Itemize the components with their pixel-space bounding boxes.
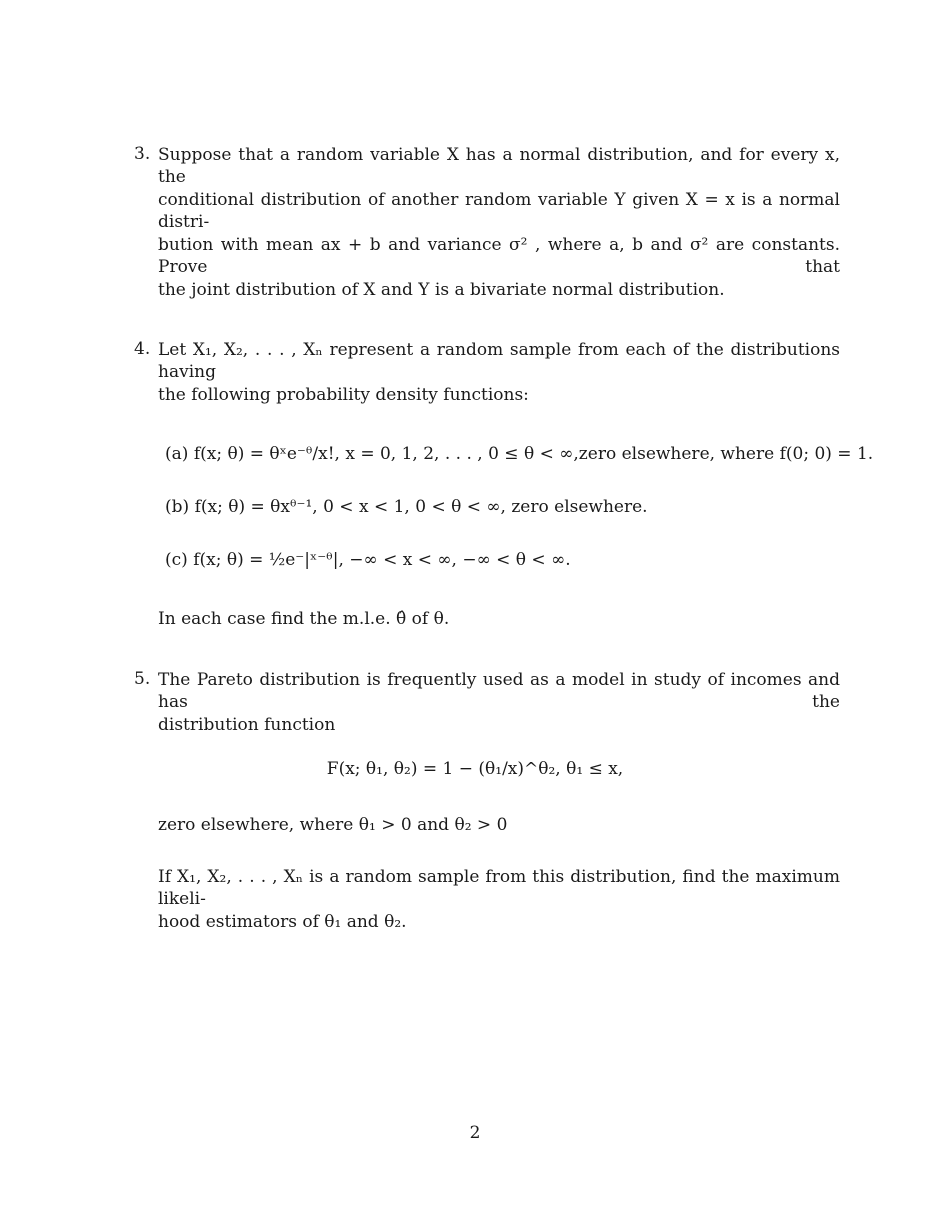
problem-4-closing: In each case find the m.l.e. θ̂ of θ.	[158, 609, 450, 629]
problem-5-after-formula: zero elsewhere, where θ₁ > 0 and θ₂ > 0	[158, 815, 508, 835]
problem-3-line-3: bution with mean ax + b and variance σ² , where a, b and σ² are constants. Prove that	[158, 235, 840, 277]
part-label: (b)	[165, 497, 190, 517]
problem-4-part-b	[165, 496, 648, 518]
problem-5	[134, 669, 840, 759]
part-label: (c)	[165, 550, 188, 570]
problem-5-closing-line-1: If X₁, X₂, . . . , Xₙ is a random sample from this distribution, find the maximum likeli-	[158, 867, 840, 909]
problem-5-line-1: The Pareto distribution is frequently used as a model in study of incomes and has the	[158, 670, 840, 712]
problem-4-line-2: the following probability density functions:	[158, 385, 529, 405]
problem-number: 4.	[134, 339, 151, 359]
problem-4-part-a	[165, 443, 873, 465]
problem-5-closing	[134, 866, 840, 956]
page-number: 2	[469, 1123, 481, 1143]
problem-5-line-2: distribution function	[158, 715, 336, 735]
problem-number: 3.	[134, 144, 151, 164]
problem-number: 5.	[134, 669, 151, 689]
problem-3	[134, 144, 840, 324]
problem-4-part-c	[165, 549, 571, 571]
part-text: f(x; θ) = ½e⁻|ˣ⁻ᶿ|, −∞ < x < ∞, −∞ < θ < ∞.	[193, 550, 571, 570]
pareto-formula: F(x; θ₁, θ₂) = 1 − (θ₁/x)^θ₂, θ₁ ≤ x,	[326, 759, 624, 779]
part-text: f(x; θ) = θxᶿ⁻¹, 0 < x < 1, 0 < θ < ∞, zero elsewhere.	[194, 497, 648, 517]
problem-5-closing-line-2: hood estimators of θ₁ and θ₂.	[158, 912, 407, 932]
problem-3-line-4: the joint distribution of X and Y is a bivariate normal distribution.	[158, 280, 725, 300]
part-text: f(x; θ) = θˣe⁻ᶿ/x!, x = 0, 1, 2, . . . , 0 ≤ θ < ∞,zero elsewhere, where f(0; 0) = 1.	[193, 444, 874, 464]
problem-3-line-2: conditional distribution of another random variable Y given X = x is a normal distri-	[158, 190, 840, 232]
problem-4	[134, 339, 840, 429]
problem-4-line-1: Let X₁, X₂, . . . , Xₙ represent a random sample from each of the distributions having	[158, 340, 840, 382]
part-label: (a)	[165, 444, 189, 464]
problem-3-line-1: Suppose that a random variable X has a normal distribution, and for every x, the	[158, 145, 840, 187]
